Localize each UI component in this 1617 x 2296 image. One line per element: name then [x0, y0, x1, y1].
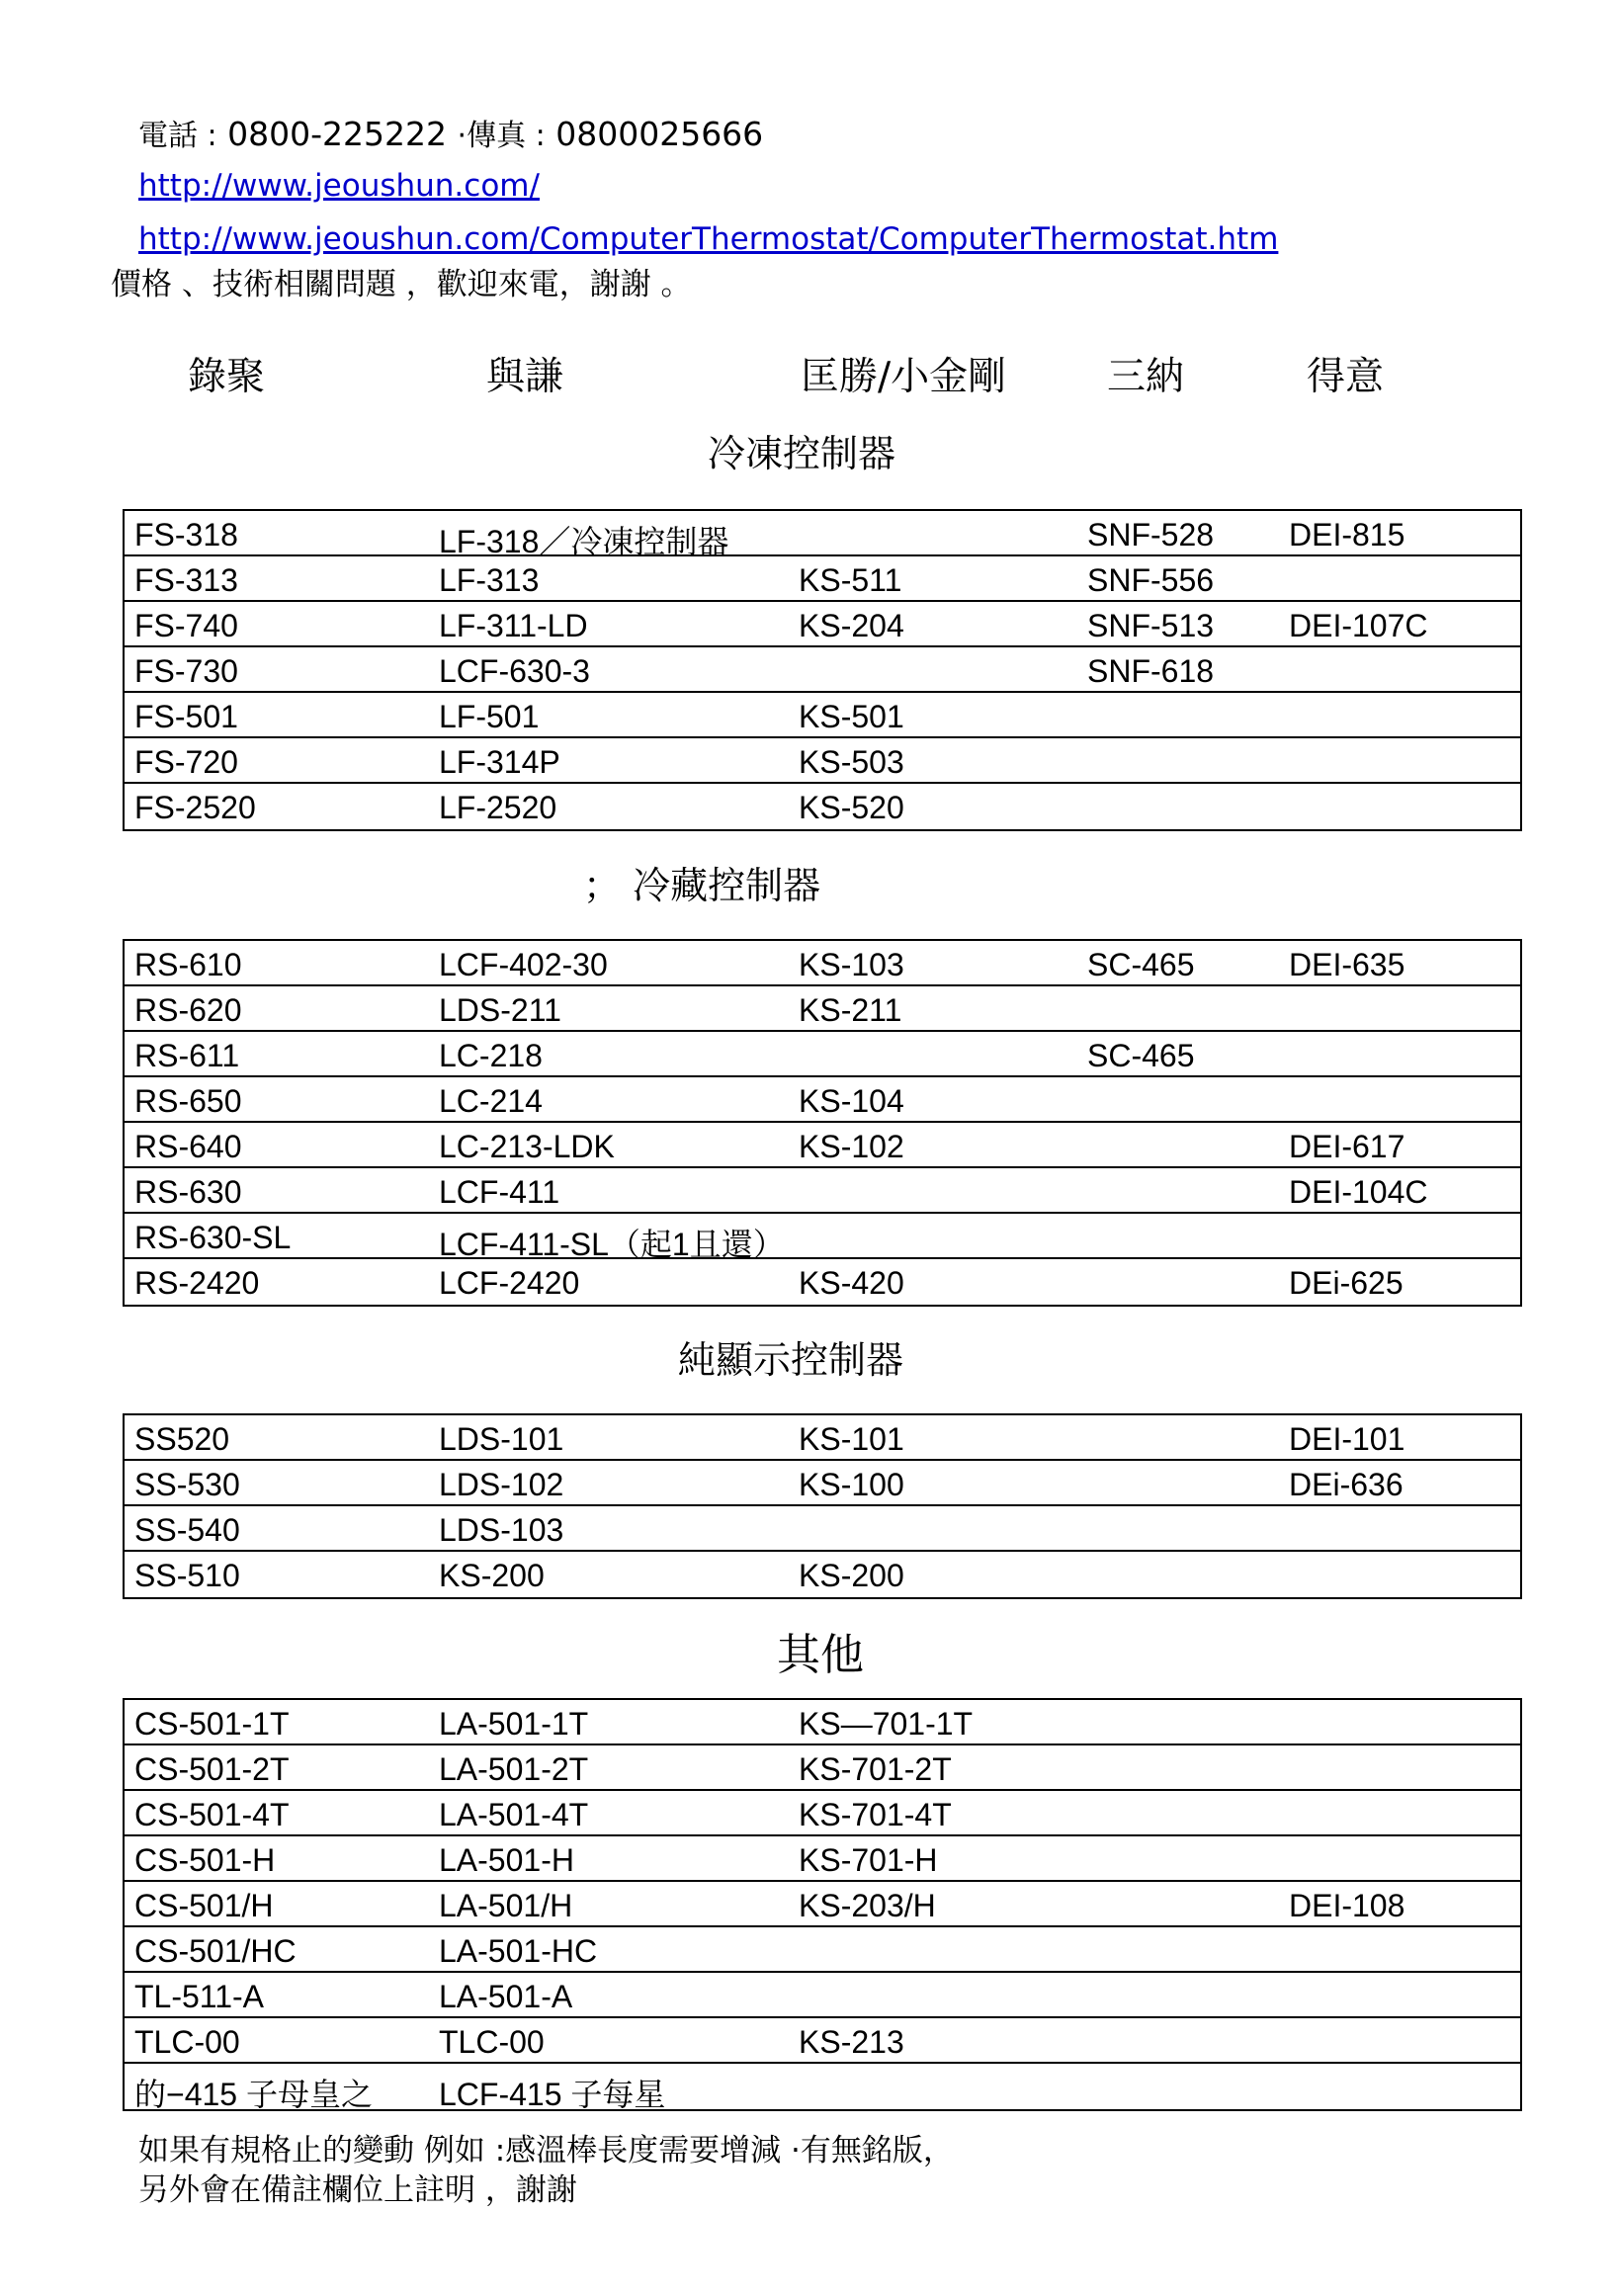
- model-cell: KS-701-H: [799, 1842, 938, 1878]
- model-cell: LCF-402-30: [439, 947, 608, 982]
- table-row: [125, 784, 1520, 829]
- table-row: [125, 602, 1520, 647]
- model-cell: LDS-103: [439, 1512, 564, 1548]
- table-row: [125, 556, 1520, 602]
- model-cell: LA-501-1T: [439, 1706, 589, 1742]
- model-cell: KS-420: [799, 1265, 904, 1301]
- table-row: [125, 1882, 1520, 1927]
- model-cell: LF-311-LD: [439, 608, 588, 643]
- model-cell: KS-102: [799, 1129, 904, 1164]
- model-cell: LF-314P: [439, 744, 560, 780]
- table-row: [125, 511, 1520, 559]
- model-cell: LDS-102: [439, 1467, 564, 1502]
- model-cell: LA-501-H: [439, 1842, 574, 1878]
- section-title: 其他: [777, 1630, 864, 1680]
- table-row: [125, 1123, 1520, 1168]
- model-cell: KS-104: [799, 1083, 904, 1119]
- table-row: [125, 941, 1520, 986]
- table-row: [125, 1214, 1520, 1262]
- model-cell: LCF-411: [439, 1174, 560, 1210]
- model-cell: CS-501-H: [134, 1842, 276, 1878]
- model-cell: LA-501/H: [439, 1888, 573, 1923]
- model-cell: DEI-107C: [1289, 608, 1428, 643]
- model-cell: CS-501/H: [134, 1888, 274, 1923]
- phone-number: 0800-225222: [227, 115, 448, 153]
- table-row: [125, 738, 1520, 784]
- model-cell: KS-101: [799, 1421, 904, 1457]
- model-cell: FS-313: [134, 562, 238, 598]
- brand-heading: 三納: [1107, 355, 1185, 399]
- model-cell: KS-701-2T: [799, 1751, 952, 1787]
- contact-note: 價格 、技術相關問題 ，歡迎來電，謝謝 。: [111, 267, 692, 302]
- table-row: [125, 1700, 1520, 1745]
- model-cell: RS-2420: [134, 1265, 260, 1301]
- model-cell: LA-501-HC: [439, 1933, 598, 1969]
- table-row: [125, 1461, 1520, 1506]
- refrigerator-table: [123, 939, 1522, 1307]
- freezer-table: [123, 509, 1522, 831]
- model-cell: RS-650: [134, 1083, 242, 1119]
- model-cell: FS-2520: [134, 790, 256, 825]
- model-cell: DEi-625: [1289, 1265, 1404, 1301]
- model-cell: SS520: [134, 1421, 230, 1457]
- model-cell: SNF-528: [1087, 517, 1215, 553]
- model-cell: LF-501: [439, 699, 540, 734]
- table-row: [125, 1836, 1520, 1882]
- model-cell: RS-611: [134, 1038, 240, 1073]
- model-cell: RS-640: [134, 1129, 242, 1164]
- model-cell: RS-630-SL: [134, 1220, 292, 1255]
- table-row: [125, 1415, 1520, 1461]
- table-row: [125, 647, 1520, 693]
- phone-label: 電話 :: [138, 119, 217, 153]
- model-cell: KS-701-4T: [799, 1797, 952, 1832]
- model-cell: FS-730: [134, 653, 238, 689]
- model-cell: RS-630: [134, 1174, 242, 1210]
- model-cell: LF-318／冷凍控制器: [439, 524, 729, 559]
- model-cell: TL-511-A: [134, 1979, 265, 2014]
- footer-note: 如果有規格止的變動 例如 :感溫棒長度需要增減 ·有無銘版，: [138, 2133, 954, 2168]
- brand-heading: 錄聚: [188, 355, 266, 399]
- model-cell: LCF-411-SL（起1且還）: [439, 1227, 785, 1262]
- section-title: 冷凍控制器: [708, 432, 896, 475]
- table-row: [125, 693, 1520, 738]
- model-cell: LC-214: [439, 1083, 543, 1119]
- table-row: [125, 1077, 1520, 1123]
- model-cell: FS-720: [134, 744, 238, 780]
- table-row: [125, 1168, 1520, 1214]
- model-cell: KS-103: [799, 947, 904, 982]
- model-cell: LC-213-LDK: [439, 1129, 615, 1164]
- model-cell: LCF-415 子每星: [439, 2077, 666, 2112]
- table-row: [125, 1552, 1520, 1597]
- table-row: [125, 1791, 1520, 1836]
- model-cell: LC-218: [439, 1038, 543, 1073]
- table-row: [125, 1973, 1520, 2018]
- model-cell: SS-540: [134, 1512, 240, 1548]
- table-row: [125, 2018, 1520, 2064]
- table-row: [125, 1259, 1520, 1305]
- model-cell: CS-501-2T: [134, 1751, 290, 1787]
- model-cell: LF-313: [439, 562, 540, 598]
- model-cell: RS-610: [134, 947, 242, 982]
- model-cell: FS-501: [134, 699, 238, 734]
- model-cell: KS-200: [439, 1558, 545, 1593]
- model-cell: LA-501-4T: [439, 1797, 589, 1832]
- brand-heading: 得意: [1307, 355, 1385, 399]
- model-cell: LA-501-2T: [439, 1751, 589, 1787]
- model-cell: KS-501: [799, 699, 904, 734]
- model-cell: LCF-2420: [439, 1265, 580, 1301]
- table-row: [125, 1927, 1520, 1973]
- display-table: [123, 1413, 1522, 1599]
- model-cell: DEI-815: [1289, 517, 1405, 553]
- model-cell: KS-511: [799, 562, 902, 598]
- model-cell: KS-203/H: [799, 1888, 936, 1923]
- model-cell: DEI-108: [1289, 1888, 1405, 1923]
- model-cell: SNF-618: [1087, 653, 1215, 689]
- model-cell: DEI-635: [1289, 947, 1405, 982]
- model-cell: SS-510: [134, 1558, 240, 1593]
- model-cell: DEI-101: [1289, 1421, 1405, 1457]
- model-cell: FS-318: [134, 517, 238, 553]
- model-cell: CS-501-4T: [134, 1797, 290, 1832]
- model-cell: KS—701-1T: [799, 1706, 974, 1742]
- table-row: [125, 1506, 1520, 1552]
- model-cell: LDS-101: [439, 1421, 564, 1457]
- section-title: 純顯示控制器: [678, 1338, 904, 1382]
- model-cell: KS-200: [799, 1558, 904, 1593]
- model-cell: DEI-617: [1289, 1129, 1405, 1164]
- model-cell: LA-501-A: [439, 1979, 573, 2014]
- model-cell: SNF-513: [1087, 608, 1215, 643]
- model-cell: DEI-104C: [1289, 1174, 1428, 1210]
- model-cell: FS-740: [134, 608, 238, 643]
- home-link[interactable]: http://www.jeoushun.com/: [138, 168, 540, 204]
- section-title: ； 冷藏控制器: [583, 864, 821, 907]
- brand-heading: 與謙: [486, 355, 564, 399]
- model-cell: KS-520: [799, 790, 904, 825]
- model-cell: SNF-556: [1087, 562, 1215, 598]
- footer-note: 另外會在備註欄位上註明 ，謝謝: [138, 2172, 577, 2208]
- table-row: [125, 2064, 1520, 2112]
- model-cell: CS-501-1T: [134, 1706, 290, 1742]
- other-table: [123, 1698, 1522, 2111]
- fax-number: 0800025666: [555, 115, 764, 153]
- model-cell: KS-503: [799, 744, 904, 780]
- model-cell: 的−415 子母皇之: [134, 2077, 373, 2112]
- model-cell: DEi-636: [1289, 1467, 1404, 1502]
- model-cell: KS-211: [799, 992, 902, 1028]
- model-cell: SC-465: [1087, 1038, 1195, 1073]
- model-cell: RS-620: [134, 992, 242, 1028]
- fax-label: ·傳真 :: [457, 119, 546, 153]
- model-cell: SC-465: [1087, 947, 1195, 982]
- model-cell: SS-530: [134, 1467, 240, 1502]
- table-row: [125, 1032, 1520, 1077]
- model-cell: KS-204: [799, 608, 904, 643]
- table-row: [125, 1745, 1520, 1791]
- table-row: [125, 986, 1520, 1032]
- model-cell: LF-2520: [439, 790, 557, 825]
- model-cell: LCF-630-3: [439, 653, 590, 689]
- model-cell: CS-501/HC: [134, 1933, 297, 1969]
- model-cell: TLC-00: [134, 2024, 240, 2060]
- thermostat-link[interactable]: http://www.jeoushun.com/ComputerThermostat/ComputerThermostat.htm: [138, 221, 1279, 257]
- model-cell: LDS-211: [439, 992, 561, 1028]
- model-cell: KS-213: [799, 2024, 904, 2060]
- brand-heading: 匡勝/小金剛: [801, 355, 1007, 399]
- model-cell: KS-100: [799, 1467, 904, 1502]
- model-cell: TLC-00: [439, 2024, 545, 2060]
- contact-line: [138, 111, 763, 154]
